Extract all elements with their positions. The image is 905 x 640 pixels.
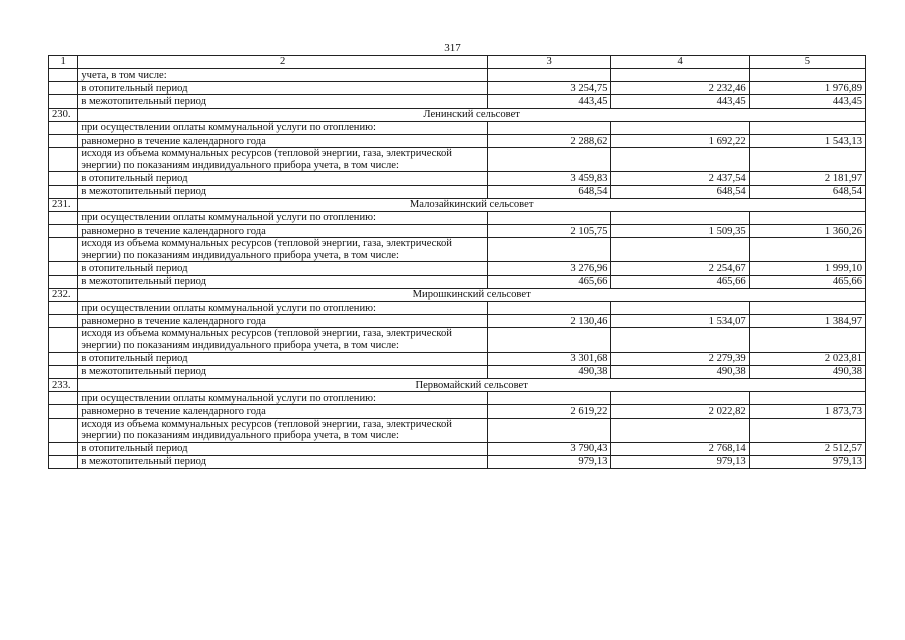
row-label: в отопительный период: [78, 172, 488, 185]
value-col4: [611, 238, 749, 262]
value-col5: [749, 328, 865, 352]
value-col5: 648,54: [749, 185, 865, 198]
value-col3: 2 288,62: [487, 134, 611, 147]
value-col5: 490,38: [749, 365, 865, 378]
row-label: исходя из объема коммунальных ресурсов (тепловой энергии, газа, электрической энергии) по показаниям индивидуального прибора учета, в том числе:: [78, 328, 488, 352]
row-label: в отопительный период: [78, 262, 488, 275]
value-col4: 1 534,07: [611, 315, 749, 328]
section-number: 233.: [49, 378, 78, 391]
row-number-cell: [49, 172, 78, 185]
value-col4: [611, 418, 749, 442]
row-label: при осуществлении оплаты коммунальной услуги по отоплению:: [78, 302, 488, 315]
value-col3: [487, 148, 611, 172]
table-row: [49, 148, 866, 172]
value-col3: 3 790,43: [487, 442, 611, 455]
value-col3: 490,38: [487, 365, 611, 378]
row-label: при осуществлении оплаты коммунальной услуги по отоплению:: [78, 121, 488, 134]
section-number: 230.: [49, 108, 78, 121]
value-col3: [487, 121, 611, 134]
value-col5: 2 181,97: [749, 172, 865, 185]
value-col5: [749, 238, 865, 262]
row-label: в межотопительный период: [78, 365, 488, 378]
section-header-row: [49, 198, 866, 211]
table-row: [49, 82, 866, 95]
value-col4: 648,54: [611, 185, 749, 198]
row-label: в межотопительный период: [78, 275, 488, 288]
value-col4: 1 692,22: [611, 134, 749, 147]
row-number-cell: [49, 328, 78, 352]
row-number-cell: [49, 315, 78, 328]
row-label: в межотопительный период: [78, 455, 488, 468]
value-col3: 3 301,68: [487, 352, 611, 365]
row-label: равномерно в течение календарного года: [78, 315, 488, 328]
value-col5: [749, 148, 865, 172]
row-label: при осуществлении оплаты коммунальной услуги по отоплению:: [78, 392, 488, 405]
row-number-cell: [49, 442, 78, 455]
value-col4: 1 509,35: [611, 225, 749, 238]
value-col4: [611, 302, 749, 315]
row-number-cell: [49, 185, 78, 198]
value-col5: [749, 418, 865, 442]
value-col3: 3 459,83: [487, 172, 611, 185]
value-col5: 443,45: [749, 95, 865, 108]
value-col4: 2 768,14: [611, 442, 749, 455]
value-col3: 648,54: [487, 185, 611, 198]
section-header-row: [49, 378, 866, 391]
value-col4: 2 232,46: [611, 82, 749, 95]
row-number-cell: [49, 134, 78, 147]
table-row: [49, 315, 866, 328]
value-col3: 3 276,96: [487, 262, 611, 275]
value-col5: 465,66: [749, 275, 865, 288]
table-row: [49, 172, 866, 185]
row-label: в отопительный период: [78, 352, 488, 365]
row-number-cell: [49, 262, 78, 275]
value-col3: [487, 69, 611, 82]
value-col5: [749, 121, 865, 134]
value-col3: [487, 302, 611, 315]
value-col4: [611, 148, 749, 172]
row-number-cell: [49, 121, 78, 134]
row-label: равномерно в течение календарного года: [78, 225, 488, 238]
value-col5: [749, 302, 865, 315]
row-number-cell: [49, 95, 78, 108]
table-row: [49, 418, 866, 442]
row-number-cell: [49, 365, 78, 378]
table-row: [49, 302, 866, 315]
value-col4: 465,66: [611, 275, 749, 288]
value-col4: 490,38: [611, 365, 749, 378]
value-col3: [487, 211, 611, 224]
section-title: Мирошкинский сельсовет: [78, 288, 866, 301]
value-col5: 1 976,89: [749, 82, 865, 95]
value-col3: 465,66: [487, 275, 611, 288]
section-title: Ленинский сельсовет: [78, 108, 866, 121]
table-row: [49, 455, 866, 468]
row-number-cell: [49, 225, 78, 238]
row-label: в межотопительный период: [78, 185, 488, 198]
section-title: Первомайский сельсовет: [78, 378, 866, 391]
row-label: в отопительный период: [78, 442, 488, 455]
row-number-cell: [49, 418, 78, 442]
row-number-cell: [49, 352, 78, 365]
value-col5: 2 023,81: [749, 352, 865, 365]
value-col4: 2 022,82: [611, 405, 749, 418]
table-row: [49, 225, 866, 238]
value-col4: 443,45: [611, 95, 749, 108]
row-label: исходя из объема коммунальных ресурсов (тепловой энергии, газа, электрической энергии) по показаниям индивидуального прибора учета, в том числе:: [78, 418, 488, 442]
row-number-cell: [49, 69, 78, 82]
table-row: [49, 185, 866, 198]
row-number-cell: [49, 275, 78, 288]
table-row: [49, 121, 866, 134]
value-col5: 1 873,73: [749, 405, 865, 418]
row-label: учета, в том числе:: [78, 69, 488, 82]
value-col4: 979,13: [611, 455, 749, 468]
row-label: равномерно в течение календарного года: [78, 134, 488, 147]
value-col5: 1 360,26: [749, 225, 865, 238]
column-header: 2: [78, 56, 488, 69]
value-col4: 2 437,54: [611, 172, 749, 185]
value-col4: [611, 69, 749, 82]
value-col4: [611, 211, 749, 224]
value-col5: 979,13: [749, 455, 865, 468]
row-label: в межотопительный период: [78, 95, 488, 108]
value-col4: [611, 121, 749, 134]
value-col4: 2 254,67: [611, 262, 749, 275]
value-col3: 443,45: [487, 95, 611, 108]
value-col4: [611, 392, 749, 405]
value-col3: [487, 238, 611, 262]
row-number-cell: [49, 148, 78, 172]
row-number-cell: [49, 211, 78, 224]
row-number-cell: [49, 238, 78, 262]
value-col5: 2 512,57: [749, 442, 865, 455]
value-col5: 1 543,13: [749, 134, 865, 147]
table-row: [49, 392, 866, 405]
value-col3: [487, 418, 611, 442]
value-col5: 1 384,97: [749, 315, 865, 328]
value-col3: 3 254,75: [487, 82, 611, 95]
column-header: 5: [749, 56, 865, 69]
table-row: [49, 275, 866, 288]
value-col3: [487, 392, 611, 405]
value-col4: [611, 328, 749, 352]
table-row: [49, 69, 866, 82]
table-row: [49, 365, 866, 378]
table-row: [49, 442, 866, 455]
value-col3: 2 105,75: [487, 225, 611, 238]
row-number-cell: [49, 392, 78, 405]
table-body: [49, 56, 866, 469]
column-header: 3: [487, 56, 611, 69]
column-header: 4: [611, 56, 749, 69]
row-label: равномерно в течение календарного года: [78, 405, 488, 418]
value-col5: [749, 69, 865, 82]
row-number-cell: [49, 82, 78, 95]
table-row: [49, 262, 866, 275]
value-col5: 1 999,10: [749, 262, 865, 275]
row-label: исходя из объема коммунальных ресурсов (тепловой энергии, газа, электрической энергии) по показаниям индивидуального прибора учета, в том числе:: [78, 148, 488, 172]
value-col3: [487, 328, 611, 352]
section-header-row: [49, 108, 866, 121]
table-row: [49, 238, 866, 262]
column-number-row: [49, 56, 866, 69]
value-col3: 979,13: [487, 455, 611, 468]
table-row: [49, 211, 866, 224]
table-row: [49, 405, 866, 418]
table-row: [49, 328, 866, 352]
row-number-cell: [49, 302, 78, 315]
section-header-row: [49, 288, 866, 301]
section-number: 231.: [49, 198, 78, 211]
value-col5: [749, 211, 865, 224]
value-col4: 2 279,39: [611, 352, 749, 365]
tariff-table: [48, 55, 866, 469]
row-label: при осуществлении оплаты коммунальной услуги по отоплению:: [78, 211, 488, 224]
page-number: 317: [444, 42, 461, 54]
section-title: Малозайкинский сельсовет: [78, 198, 866, 211]
row-number-cell: [49, 455, 78, 468]
row-label: исходя из объема коммунальных ресурсов (тепловой энергии, газа, электрической энергии) по показаниям индивидуального прибора учета, в том числе:: [78, 238, 488, 262]
column-header: 1: [49, 56, 78, 69]
table-row: [49, 352, 866, 365]
table-row: [49, 134, 866, 147]
section-number: 232.: [49, 288, 78, 301]
value-col3: 2 130,46: [487, 315, 611, 328]
value-col3: 2 619,22: [487, 405, 611, 418]
table-row: [49, 95, 866, 108]
row-number-cell: [49, 405, 78, 418]
row-label: в отопительный период: [78, 82, 488, 95]
value-col5: [749, 392, 865, 405]
